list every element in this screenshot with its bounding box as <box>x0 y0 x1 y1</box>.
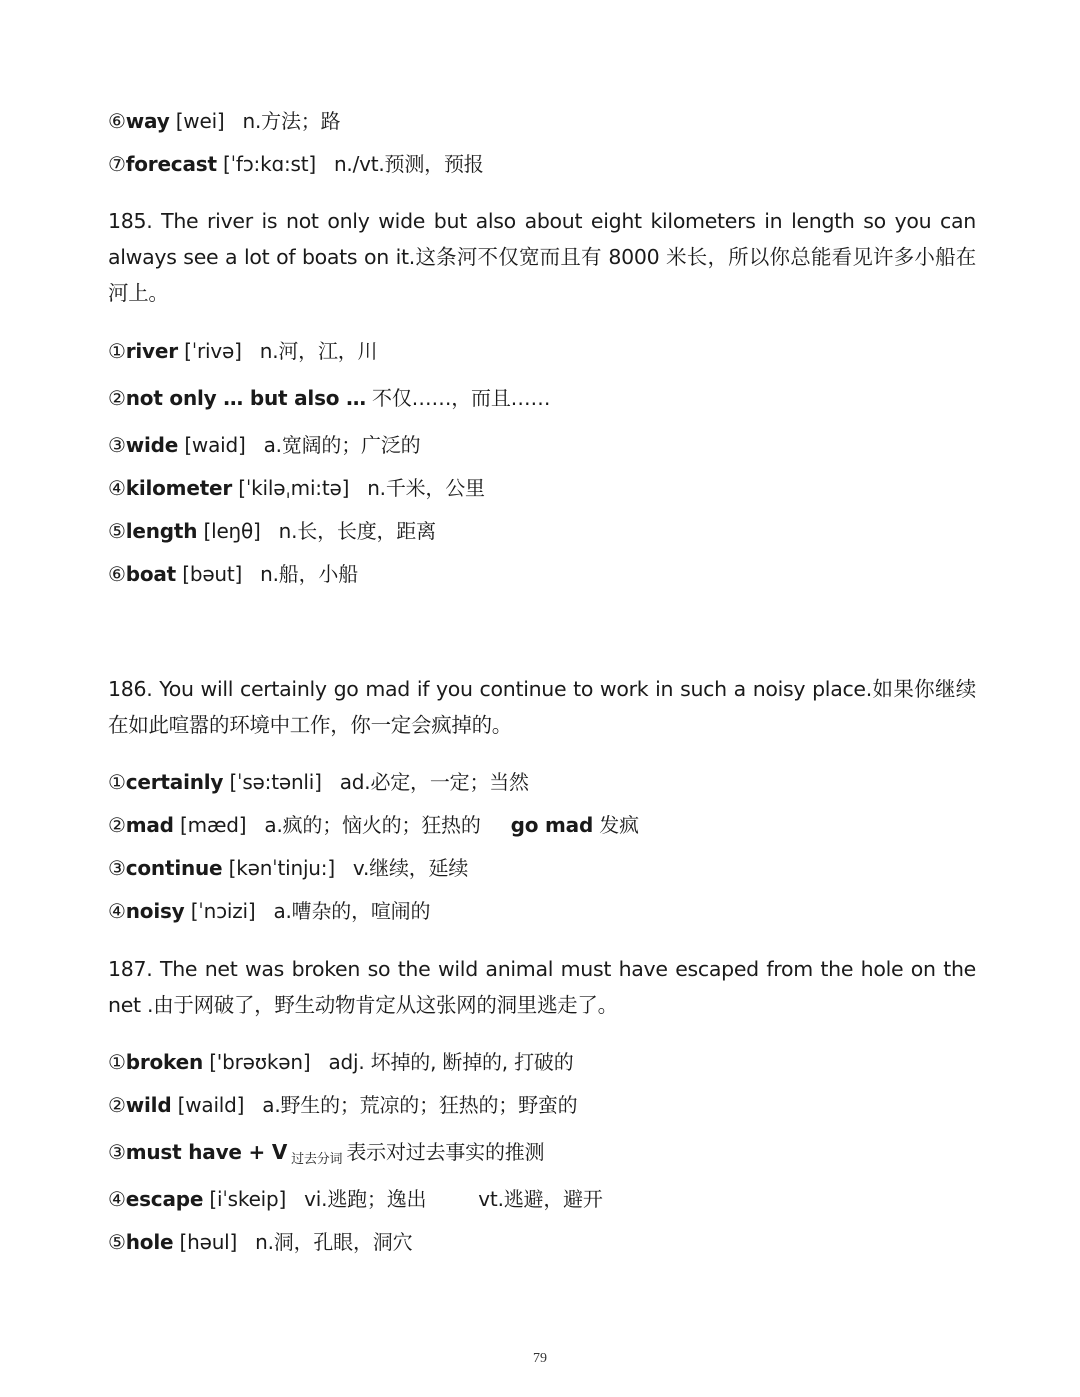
meaning: n.千米，公里 <box>367 476 485 500</box>
vocab-item-escape <box>108 1185 603 1213</box>
vocab-word: wild <box>125 1093 172 1117</box>
vocab-item-kilometer <box>108 474 485 502</box>
vocab-item-wide <box>108 431 420 459</box>
sentence-english: You will certainly go mad if you continue to work in such a noisy place. <box>159 677 872 701</box>
meaning: adj. 坏掉的, 断掉的, 打破的 <box>328 1050 574 1074</box>
phonetic: [waild] <box>177 1093 245 1117</box>
meaning: 不仅……，而且…… <box>372 386 551 410</box>
vocab-word: must have + V <box>125 1140 288 1164</box>
vocab-word: broken <box>125 1050 204 1074</box>
sentence-number: 185. <box>108 209 153 233</box>
vocab-item-noisy <box>108 897 430 925</box>
vocab-word: mad <box>125 813 174 837</box>
phonetic: [waid] <box>184 433 246 457</box>
item-marker: ② <box>108 386 126 410</box>
item-marker: ④ <box>108 899 126 923</box>
vocab-word: hole <box>125 1230 174 1254</box>
item-marker: ⑥ <box>108 562 126 586</box>
meaning: ad.必定，一定；当然 <box>339 770 529 794</box>
subscript-label: 过去分词 <box>291 1152 343 1167</box>
vocab-item-length <box>108 517 436 545</box>
sentence-chinese: 这条河不仅宽而且有 8000 米长，所以你总能看见许多小船在河上。 <box>108 245 976 305</box>
item-marker: ① <box>108 1050 126 1074</box>
vocab-word: noisy <box>125 899 185 923</box>
vocab-item-forecast <box>108 150 484 178</box>
vocab-word: escape <box>125 1187 204 1211</box>
extra-meaning: vt.逃避，避开 <box>478 1187 603 1211</box>
item-marker: ② <box>108 813 126 837</box>
sentence-english: The net was broken so the wild animal must have escaped from the hole on the net . <box>108 957 976 1017</box>
phonetic: [ˈfɔ:kɑ:st] <box>223 152 316 176</box>
phonetic: [həul] <box>179 1230 238 1254</box>
sentence-186 <box>108 671 976 743</box>
phonetic: [mæd] <box>179 813 247 837</box>
vocab-word: way <box>125 109 170 133</box>
vocab-item-hole <box>108 1228 412 1256</box>
meaning: a.疯的；恼火的；狂热的 <box>264 813 481 837</box>
sentence-chinese: 由于网破了，野生动物肯定从这张网的洞里逃走了。 <box>153 993 618 1017</box>
vocab-word: length <box>125 519 198 543</box>
item-marker: ⑦ <box>108 152 126 176</box>
meaning: a.嘈杂的，喧闹的 <box>273 899 431 923</box>
sentence-english: The river is not only wide but also about eight kilometers in length so you can always see a lot of boats on it. <box>108 209 976 269</box>
sentence-185 <box>108 203 976 311</box>
vocab-item-boat <box>108 560 358 588</box>
vocab-item-not-only-but-also <box>108 384 550 412</box>
meaning: vi.逃跑；逸出 <box>304 1187 427 1211</box>
vocab-item-certainly <box>108 768 529 796</box>
meaning: n.方法；路 <box>242 109 341 133</box>
item-marker: ③ <box>108 1140 126 1164</box>
vocab-item-must-have <box>108 1138 544 1174</box>
vocab-word: certainly <box>125 770 224 794</box>
meaning: 表示对过去事实的推测 <box>346 1140 545 1164</box>
vocab-item-broken <box>108 1048 574 1076</box>
vocab-word: river <box>125 339 178 363</box>
vocab-word: kilometer <box>125 476 233 500</box>
meaning: v.继续，延续 <box>352 856 469 880</box>
vocab-item-way <box>108 107 340 135</box>
meaning: a.宽阔的；广泛的 <box>263 433 421 457</box>
item-marker: ② <box>108 1093 126 1117</box>
item-marker: ① <box>108 770 126 794</box>
item-marker: ④ <box>108 1187 126 1211</box>
phonetic: [iˈskeip] <box>209 1187 287 1211</box>
item-marker: ③ <box>108 856 126 880</box>
phonetic: [kənˈtinju:] <box>228 856 335 880</box>
meaning: n.河，江，川 <box>259 339 378 363</box>
item-marker: ④ <box>108 476 126 500</box>
sentence-187 <box>108 951 976 1023</box>
item-marker: ⑤ <box>108 519 126 543</box>
sentence-number: 186. <box>108 677 153 701</box>
vocab-word: wide <box>125 433 179 457</box>
phonetic: [ˈnɔizi] <box>190 899 256 923</box>
sentence-number: 187. <box>108 957 153 981</box>
meaning: n./vt.预测，预报 <box>333 152 484 176</box>
page-number: 79 <box>533 1351 547 1366</box>
vocab-item-continue <box>108 854 468 882</box>
phonetic: [wei] <box>175 109 225 133</box>
meaning: n.长，长度，距离 <box>278 519 436 543</box>
phonetic: [leŋθ] <box>203 519 261 543</box>
phonetic: ['brəʊkən] <box>209 1050 311 1074</box>
extra-phrase: go mad <box>510 813 594 837</box>
phonetic: [ˈsə:tənli] <box>229 770 322 794</box>
vocab-word: forecast <box>125 152 217 176</box>
phonetic: [bəut] <box>182 562 243 586</box>
meaning: n.船，小船 <box>260 562 359 586</box>
item-marker: ① <box>108 339 126 363</box>
vocab-item-mad <box>108 811 639 839</box>
extra-meaning: 发疯 <box>599 813 639 837</box>
phonetic: [ˈkiləˌmi:tə] <box>238 476 350 500</box>
meaning: a.野生的；荒凉的；狂热的；野蛮的 <box>262 1093 578 1117</box>
sentence-chinese: 如果你继续在如此喧嚣的环境中工作，你一定会疯掉的。 <box>108 677 976 737</box>
vocab-word: boat <box>125 562 177 586</box>
vocab-item-river <box>108 337 377 365</box>
item-marker: ③ <box>108 433 126 457</box>
phonetic: [ˈrivə] <box>184 339 242 363</box>
item-marker: ⑤ <box>108 1230 126 1254</box>
item-marker: ⑥ <box>108 109 126 133</box>
meaning: n.洞，孔眼，洞穴 <box>255 1230 413 1254</box>
vocab-item-wild <box>108 1091 577 1119</box>
vocab-word: not only … but also … <box>125 386 366 410</box>
vocab-word: continue <box>125 856 223 880</box>
